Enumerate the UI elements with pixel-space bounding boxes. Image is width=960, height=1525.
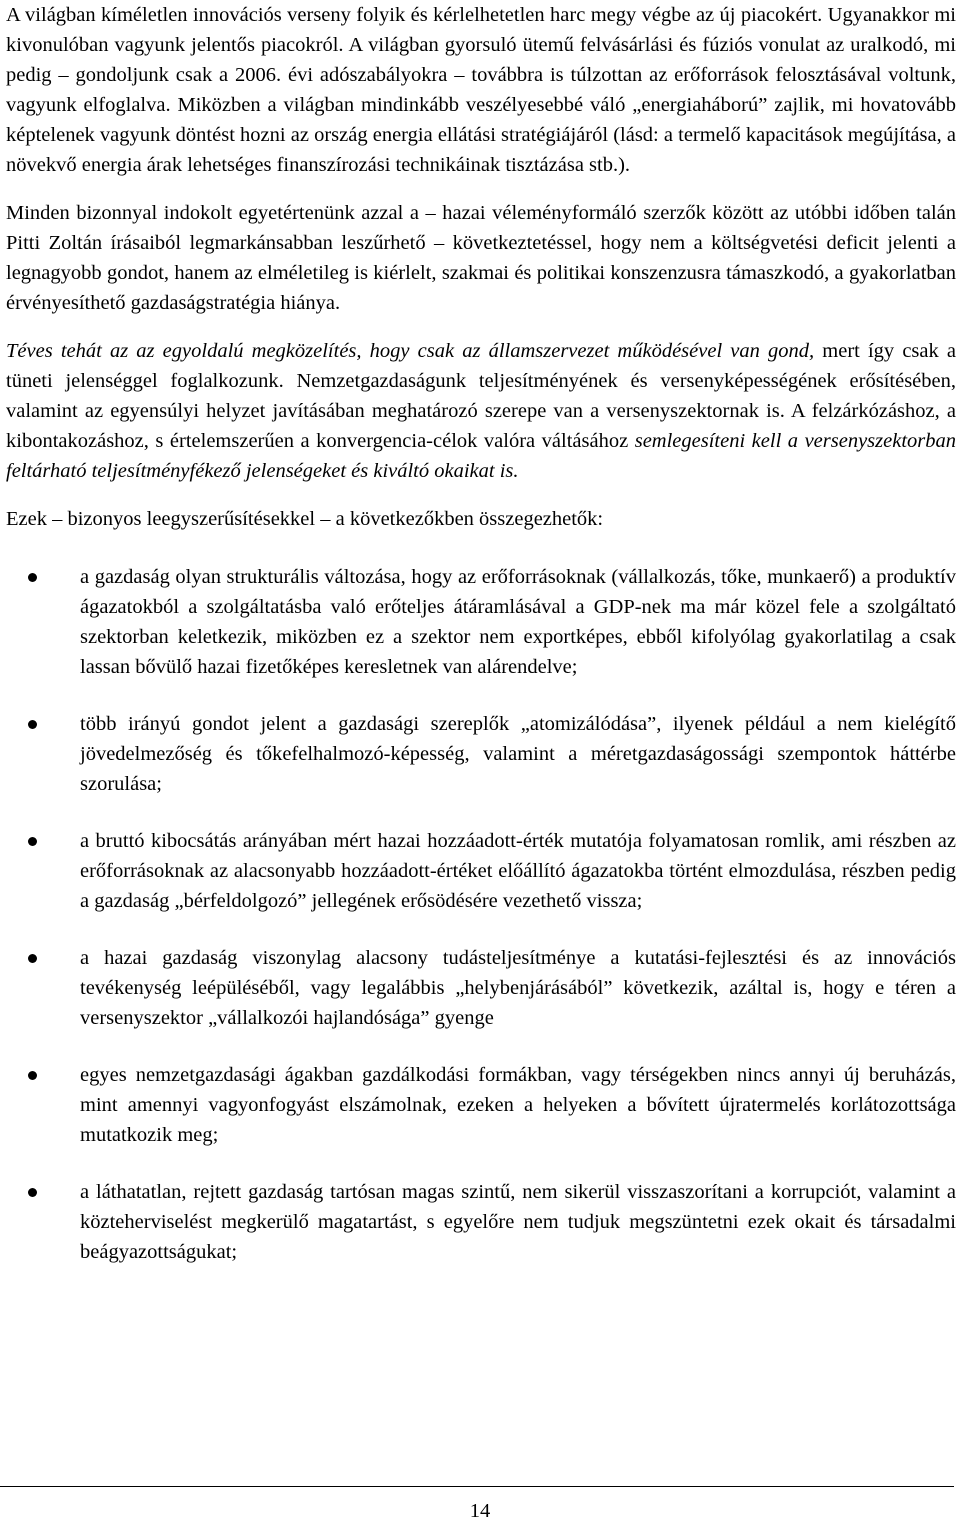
bullet-icon xyxy=(28,573,37,582)
bullet-icon xyxy=(28,720,37,729)
paragraph-3-italic-lead: Téves tehát az az egyoldalú megközelítés, hogy csak az államszervezet működésével van gond, xyxy=(6,340,815,362)
list-item-text: a láthatatlan, rejtett gazdaság tartósan magas szintű, nem sikerül visszaszorítani a korrupciót, valamint a közteherviselést megkerülő magatartást, s egyelőre nem tudjuk megszüntetni ezek okait és társadalmi beágyazottságukat; xyxy=(80,1181,956,1263)
footer-divider xyxy=(0,1486,954,1487)
paragraph-3-body: mert így csak a tüneti jelenséggel foglalkozunk. Nemzetgazdaságunk teljesítményének és versenyképességének erősítésében, valamint az egyensúlyi helyzet javításában meghatározó szerepe van a versenyszektornak is. A felzárkózáshoz, a kibontakozáshoz, s értelemszerűen a konvergencia-célok valóra váltásához xyxy=(6,340,956,452)
list-item-text: a gazdaság olyan strukturális változása, hogy az erőforrásoknak (vállalkozás, tőke, munkaerő) a produktív ágazatokból a szolgáltatásba való erőteljes átáramlásával a GDP-nek ma már közel fele a szolgáltató szektorban keletkezik, miközben ez a szektor nem exportképes, ebből kifolyólag gyakorlatilag a csak lassan bővülő hazai fizetőképes keresletnek van alárendelve; xyxy=(80,566,956,678)
bullet-icon xyxy=(28,1071,37,1080)
paragraph-3-italic-tail: semlegesíteni kell a versenyszektorban feltárható teljesítményfékező jelenségeket és kiváltó okaikat is. xyxy=(6,430,956,482)
bullet-icon xyxy=(28,1188,37,1197)
bullet-icon xyxy=(28,954,37,963)
paragraph-1: A világban kíméletlen innovációs verseny folyik és kérlelhetetlen harc megy végbe az új piacokért. Ugyanakkor mi kivonulóban vagyunk jelentős piacokról. A világban gyorsuló ütemű felvásárlási és fúziós vonulat az uralkodó, mi pedig – gondoljunk csak a 2006. évi adószabályokra – továbbra is túlzottan az erőforrások felosztásával voltunk, vagyunk elfoglalva. Miközben a világban mindinkább veszélyesebbé váló „energiaháború” zajlik, mi hovatovább képtelenek vagyunk döntést hozni az ország energia ellátási stratégiájáról (lásd: a termelő kapacitások megújítása, a növekvő energia árak lehetséges finanszírozási technikáinak tisztázása stb.). xyxy=(6,4,956,176)
list-item xyxy=(6,1060,956,1150)
list-item xyxy=(6,943,956,1033)
list-item xyxy=(6,826,956,916)
page-number: 14 xyxy=(469,1500,491,1522)
paragraph-2: Minden bizonnyal indokolt egyetértenünk azzal a – hazai véleményformáló szerzők között az utóbbi időben talán Pitti Zoltán írásaiból legmarkánsabban leszűrhető – következtetéssel, hogy nem a költségvetési deficit jelenti a legnagyobb gondot, hanem az elméletileg is kiérlelt, szakmai és politikai konszenzusra támaszkodó, a gyakorlatban érvényesíthető gazdaságstratégia hiánya. xyxy=(6,202,956,314)
list-item-text: több irányú gondot jelent a gazdasági szereplők „atomizálódása”, ilyenek például a nem kielégítő jövedelmezőség és tőkefelhalmozó-képesség, valamint a méretgazdaságossági szempontok háttérbe szorulása; xyxy=(80,713,956,795)
list-item xyxy=(6,1177,956,1267)
list-item xyxy=(6,709,956,799)
list-item xyxy=(6,562,956,682)
list-item-text: egyes nemzetgazdasági ágakban gazdálkodási formákban, vagy térségekben nincs annyi új beruházás, mint amennyi vagyonfogyást elszámolnak, ezeken a helyeken a bővített újratermelés korlátozottsága mutatkozik meg; xyxy=(80,1064,956,1146)
paragraph-3 xyxy=(6,336,956,486)
bullet-list xyxy=(6,562,956,1267)
document-page xyxy=(6,0,956,1294)
paragraph-4: Ezek – bizonyos leegyszerűsítésekkel – a következőkben összegezhetők: xyxy=(6,508,604,530)
list-item-text: a hazai gazdaság viszonylag alacsony tudásteljesítménye a kutatási-fejlesztési és az innovációs tevékenység leépüléséből, vagy legalábbis „helybenjárásából” következik, azáltal is, hogy e téren a versenyszektor „vállalkozói hajlandósága” gyenge xyxy=(80,947,956,1029)
list-item-text: a bruttó kibocsátás arányában mért hazai hozzáadott-érték mutatója folyamatosan romlik, ami részben az erőforrásoknak az alacsonyabb hozzáadott-értéket előállító ágazatokba történt elmozdulása, részben pedig a gazdaság „bérfeldolgozó” jellegének erősödésére vezethető vissza; xyxy=(80,830,956,912)
bullet-icon xyxy=(28,837,37,846)
